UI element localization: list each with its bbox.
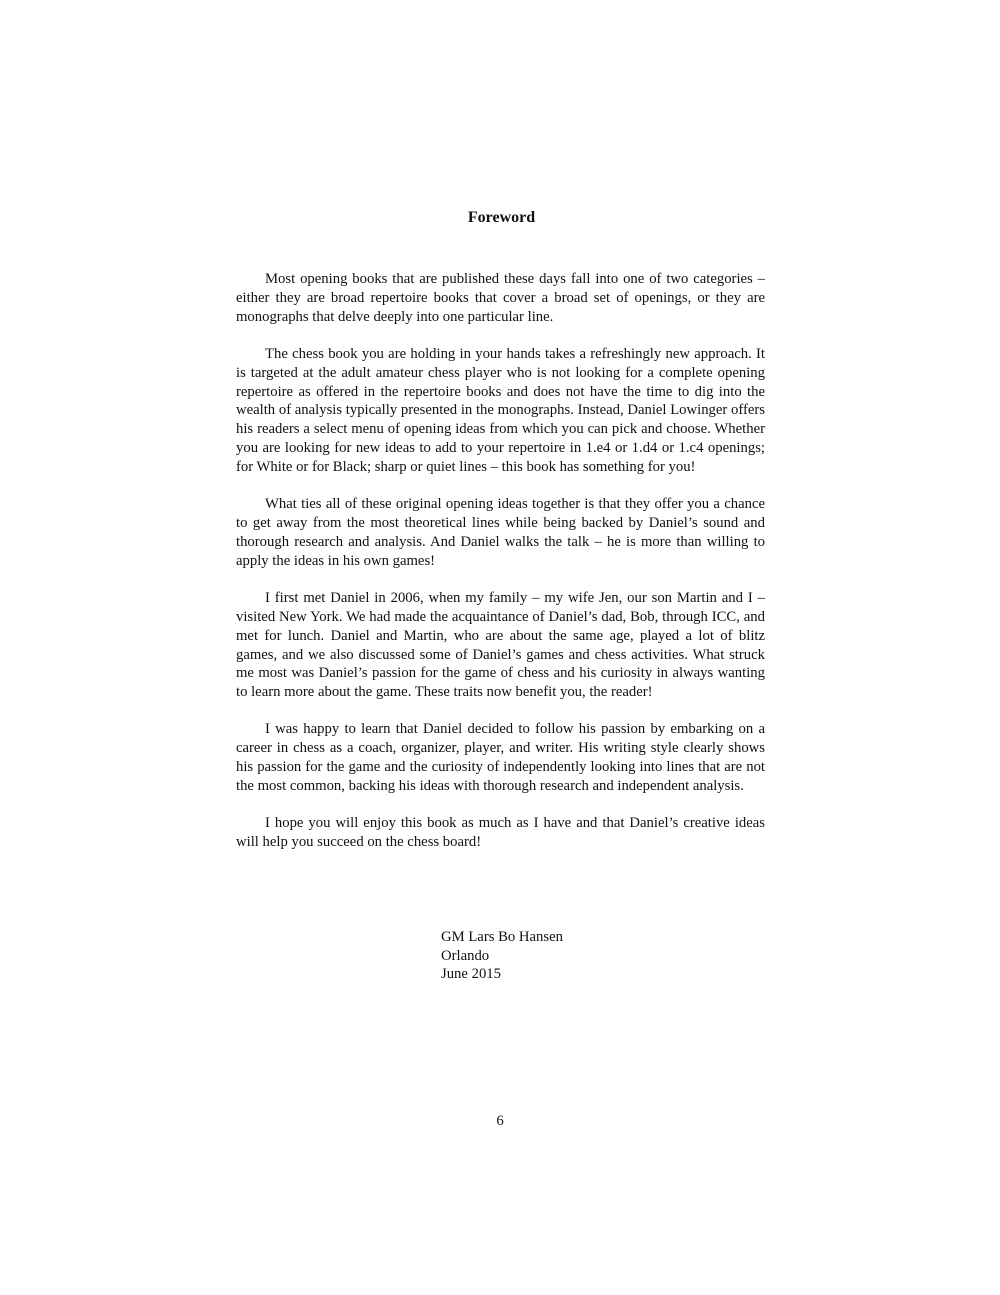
paragraph-5: I was happy to learn that Daniel decided to follow his passion by embarking on a career in chess as a coach, organizer, player, and writer. His writing style clearly shows his passion for the game and the curiosity of independently looking into lines that are not the most common, backing his ideas with thorough research and independent analysis. [236, 721, 765, 794]
page-title: Foreword [467, 209, 536, 226]
signature-block [441, 928, 563, 984]
page-number: 6 [496, 1113, 504, 1129]
paragraph-1: Most opening books that are published these days fall into one of two categories – either they are broad repertoire books that cover a broad set of openings, or they are monographs that delve deeply into one particular line. [236, 271, 765, 325]
paragraph-4: I first met Daniel in 2006, when my family – my wife Jen, our son Martin and I – visited New York. We had made the acquaintance of Daniel’s dad, Bob, through ICC, and met for lunch. Daniel and Martin, who are about the same age, played a lot of blitz games, and we also discussed some of Daniel’s games and chess activities. What struck me most was Daniel’s passion for the game of chess and his curiosity in always wanting to learn more about the game. These traits now benefit you, the reader! [236, 589, 765, 701]
paragraph-6: I hope you will enjoy this book as much as I have and that Daniel’s creative ideas will help you succeed on the chess board! [236, 815, 765, 851]
paragraph-3: What ties all of these original opening ideas together is that they offer you a chance to get away from the most theoretical lines while being backed by Daniel’s sound and thorough research and analysis. And Daniel walks the talk – he is more than willing to apply the ideas in his own games! [236, 496, 765, 569]
author-location: Orlando [441, 947, 490, 964]
foreword-body [236, 270, 765, 870]
signature-date: June 2015 [441, 966, 501, 983]
paragraph-2: The chess book you are holding in your hands takes a refreshingly new approach. It is targeted at the adult amateur chess player who is not looking for a complete opening repertoire as offered in the repertoire books and does not have the time to dig into the wealth of analysis typically presented in the monographs. Instead, Daniel Lowinger offers his readers a select menu of opening ideas from which you can pick and choose. Whether you are looking for new ideas to add to your repertoire in 1.e4 or 1.d4 or 1.c4 openings; for White or for Black; sharp or quiet lines – this book has something for you! [236, 345, 765, 475]
author-name: GM Lars Bo Hansen [441, 929, 563, 945]
